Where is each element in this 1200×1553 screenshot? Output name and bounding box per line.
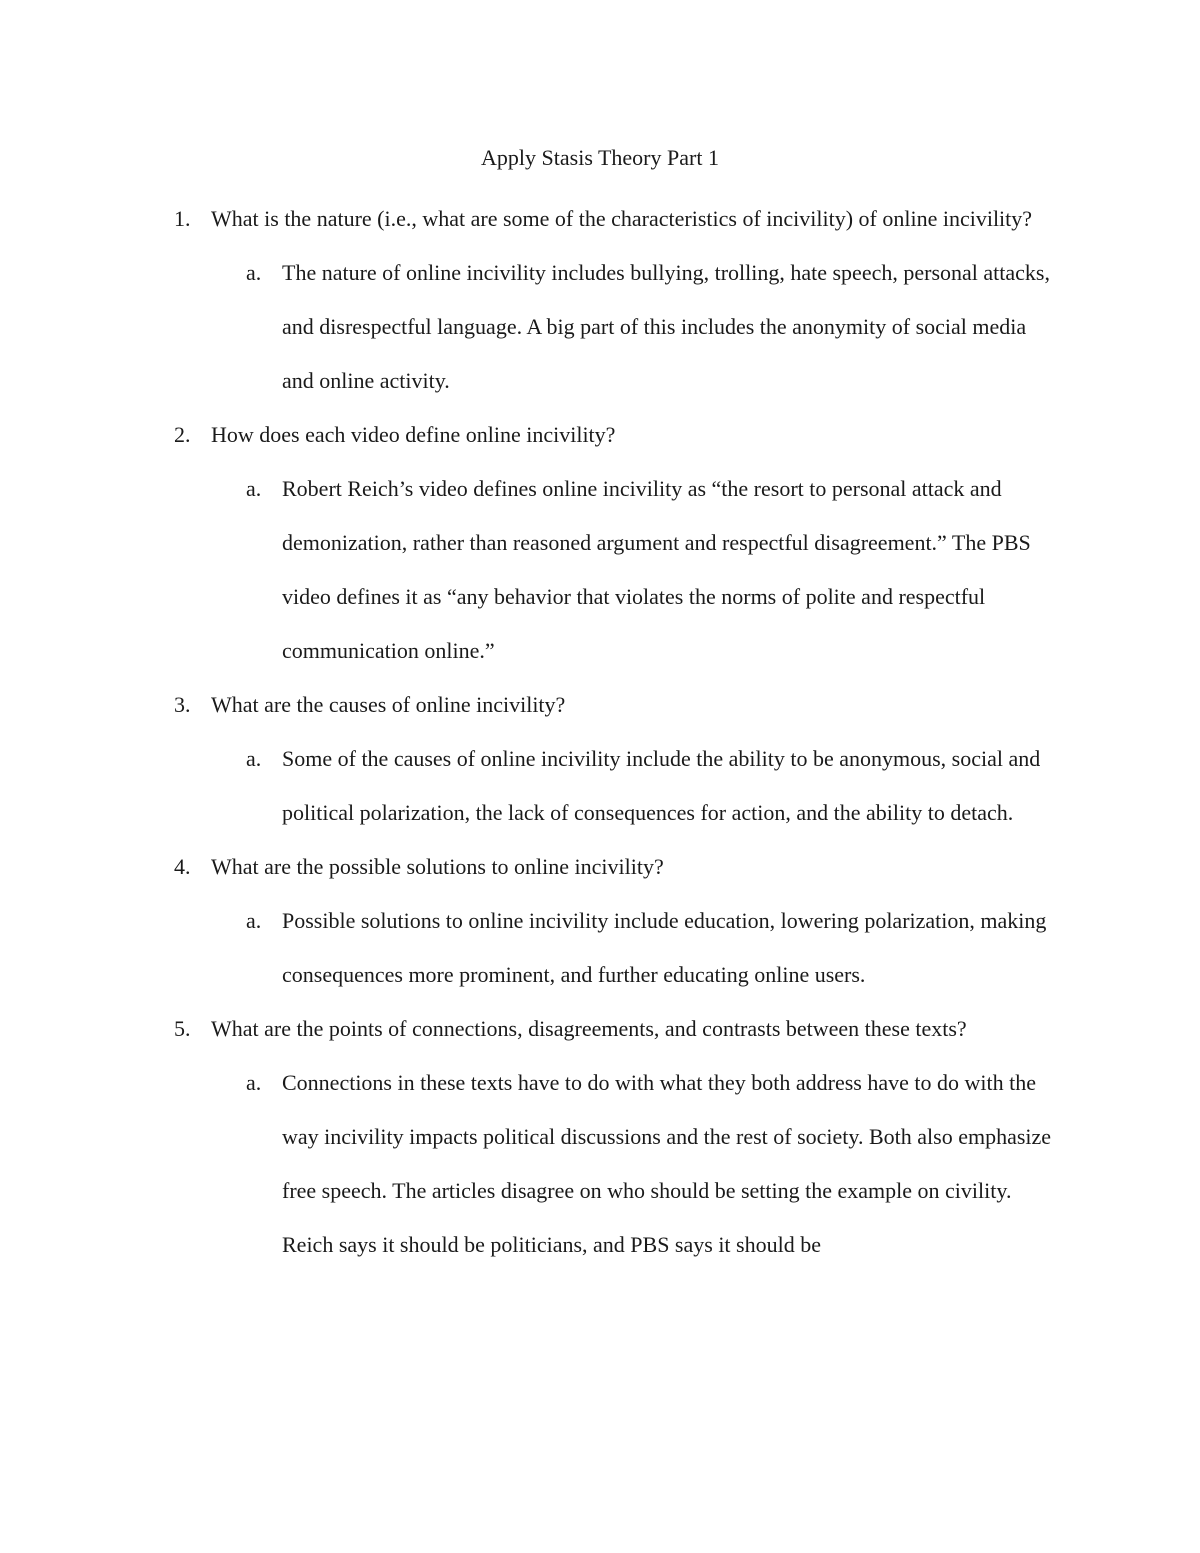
question-number: 1. [174, 206, 191, 231]
question-item [174, 192, 1056, 246]
answer-item [246, 732, 1062, 840]
answer-marker: a. [246, 260, 262, 285]
answer-item [246, 462, 1062, 678]
answer-item [246, 894, 1062, 1002]
answer-text: Robert Reich’s video defines online incivility as “the resort to personal attack and demonization, rather than reasoned argument and respectful disagreement.” The PBS video defines it as “any behavior that violates the norms of polite and respectful communication online.” [282, 476, 1031, 663]
question-number: 5. [174, 1016, 191, 1041]
question-text: What are the possible solutions to online incivility? [211, 854, 664, 879]
question-number: 3. [174, 692, 191, 717]
answer-marker: a. [246, 1070, 262, 1095]
question-list [0, 192, 1200, 1272]
answer-text: The nature of online incivility includes bullying, trolling, hate speech, personal attacks, and disrespectful language. A big part of this includes the anonymity of social media and online activity. [282, 260, 1050, 393]
question-item [174, 408, 1056, 462]
answer-item [246, 1056, 1062, 1272]
question-number: 4. [174, 854, 191, 879]
answer-marker: a. [246, 746, 262, 771]
question-text: What is the nature (i.e., what are some of the characteristics of incivility) of online incivility? [211, 206, 1033, 231]
question-number: 2. [174, 422, 191, 447]
answer-item [246, 246, 1062, 408]
question-text: What are the causes of online incivility? [211, 692, 566, 717]
answer-text: Connections in these texts have to do with what they both address have to do with the way incivility impacts political discussions and the rest of society. Both also emphasize free speech. The articles disagree on who should be setting the example on civility. Reich says it should be politicians, and PBS says it should be [282, 1070, 1052, 1257]
question-item [174, 1002, 1056, 1056]
answer-marker: a. [246, 476, 262, 501]
question-text: How does each video define online incivility? [211, 422, 616, 447]
answer-text: Some of the causes of online incivility include the ability to be anonymous, social and political polarization, the lack of consequences for action, and the ability to detach. [282, 746, 1041, 825]
answer-marker: a. [246, 908, 262, 933]
question-item [174, 840, 1056, 894]
question-text: What are the points of connections, disagreements, and contrasts between these texts? [211, 1016, 967, 1041]
question-item [174, 678, 1056, 732]
document-title: Apply Stasis Theory Part 1 [481, 145, 719, 170]
answer-text: Possible solutions to online incivility include education, lowering polarization, making consequences more prominent, and further educating online users. [282, 908, 1047, 987]
